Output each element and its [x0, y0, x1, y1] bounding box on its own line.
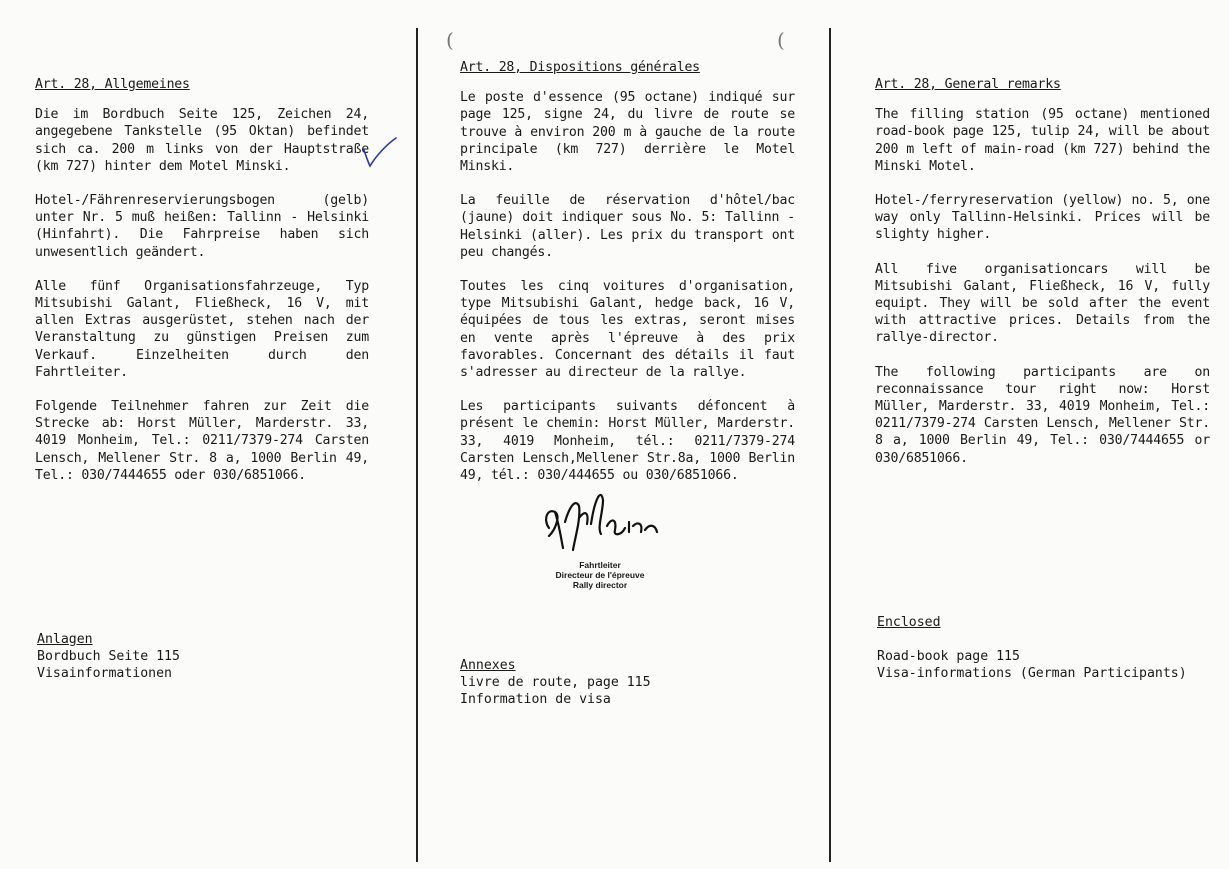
- french-column: [460, 59, 795, 501]
- english-enclosures: [877, 614, 1187, 683]
- french-enclosure-item: livre de route, page 115: [460, 675, 651, 691]
- column-divider-left: [416, 28, 418, 862]
- french-paragraph-3: Toutes les cinq voitures d'organisation, type Mitsubishi Galant, hedge back, 16 V, équipées de tous les extras, seront mises en vente après l'épreuve à des prix favorables. Concernant des détails il faut s'adresser au directeur de la rallye.: [460, 279, 795, 381]
- german-column: [35, 76, 369, 501]
- english-paragraph-3: All five organisationcars will be Mitsubishi Galant, Fließheck, 16 V, fully equipt. They will be sold after the event with attractive prices. Details from the rallye-director.: [875, 261, 1210, 346]
- signature-caption-french: Directeur de l'épreuve: [555, 570, 645, 580]
- signature-caption-german: Fahrtleiter: [579, 560, 621, 570]
- german-paragraph-1: Die im Bordbuch Seite 125, Zeichen 24, angegebene Tankstelle (95 Oktan) befindet sich ca. 200 m links von der Hauptstraße (km 727) hinter dem Motel Minski.: [35, 107, 369, 174]
- french-enclosures-heading: Annexes: [460, 658, 516, 673]
- german-enclosures: [37, 631, 180, 683]
- french-enclosures: [460, 657, 651, 709]
- column-divider-right: [829, 28, 831, 862]
- french-enclosure-item: Information de visa: [460, 692, 611, 708]
- handwritten-signature: [525, 478, 675, 558]
- signature-block: [520, 478, 680, 590]
- english-paragraph-2: Hotel-/ferryreservation (yellow) no. 5, one way only Tallinn-Helsinki. Prices will be slighty higher.: [875, 193, 1210, 243]
- english-column: [875, 76, 1210, 484]
- english-paragraph-4: The following participants are on reconnaissance tour right now: Horst Müller, Marderstr. 33, 4019 Monheim, Tel.: 0211/7379-274 Carsten Lensch, Mellener Str. 8 a, 1000 Berlin 49, Tel.: 030/7444655 or 030/6851066.: [875, 364, 1210, 466]
- german-paragraph-3: Alle fünf Organisationsfahrzeuge, Typ Mitsubishi Galant, Fließheck, 16 V, mit allen Extras ausgerüstet, stehen nach der Veranstaltung zu günstigen Preisen zum Verkauf. Einzelheiten durch den Fahrtleiter.: [35, 278, 369, 380]
- english-heading: Art. 28, General remarks: [875, 77, 1061, 92]
- german-enclosures-heading: Anlagen: [37, 632, 93, 647]
- french-paragraph-4: Les participants suivants défoncent à présent le chemin: Horst Müller, Marderstr. 33, 4019 Monheim, tél.: 0211/7379-274 Carsten Lensch,Mellener Str.8a, 1000 Berlin 49, tél.: 030/444655 ou 030/6851066.: [460, 399, 795, 484]
- german-heading: Art. 28, Allgemeines: [35, 77, 190, 92]
- signature-caption-english: Rally director: [572, 580, 628, 590]
- german-paragraph-4: Folgende Teilnehmer fahren zur Zeit die Strecke ab: Horst Müller, Marderstr. 33, 4019 Monheim, Tel.: 0211/7379-274 Carsten Lensch, Mellener Str. 8 a, 1000 Berlin 49, Tel.: 030/7444655 oder 030/6851066.: [35, 399, 369, 483]
- german-enclosure-item: Visainformationen: [37, 666, 172, 682]
- german-paragraph-2: Hotel-/Fährenreservierungsbogen (gelb) unter Nr. 5 muß heißen: Tallinn - Helsinki (Hinfahrt). Die Fahrpreise haben sich unwesentlich geändert.: [35, 193, 369, 260]
- english-enclosure-item: Road-book page 115: [877, 649, 1020, 665]
- punch-hole-mark-left: (: [446, 28, 454, 52]
- french-paragraph-1: Le poste d'essence (95 octane) indiqué sur page 125, signe 24, du livre de route se trouve à environ 200 m à gauche de la route principale (km 727) derrière le Motel Minski.: [460, 90, 795, 175]
- french-paragraph-2: La feuille de réservation d'hôtel/bac (jaune) doit indiquer sous No. 5: Tallinn - Helsinki (aller). Les prix du transport ont peu changés.: [460, 193, 795, 260]
- english-enclosure-item: Visa-informations (German Participants): [877, 666, 1187, 682]
- german-enclosure-item: Bordbuch Seite 115: [37, 649, 180, 665]
- punch-hole-mark-right: (: [777, 28, 785, 52]
- english-enclosures-heading: Enclosed: [877, 615, 941, 630]
- english-paragraph-1: The filling station (95 octane) mentioned road-book page 125, tulip 24, will be about 200 m left of main-road (km 727) behind the Minski Motel.: [875, 107, 1210, 174]
- french-heading: Art. 28, Dispositions générales: [460, 60, 700, 75]
- pen-check-mark: [362, 136, 398, 170]
